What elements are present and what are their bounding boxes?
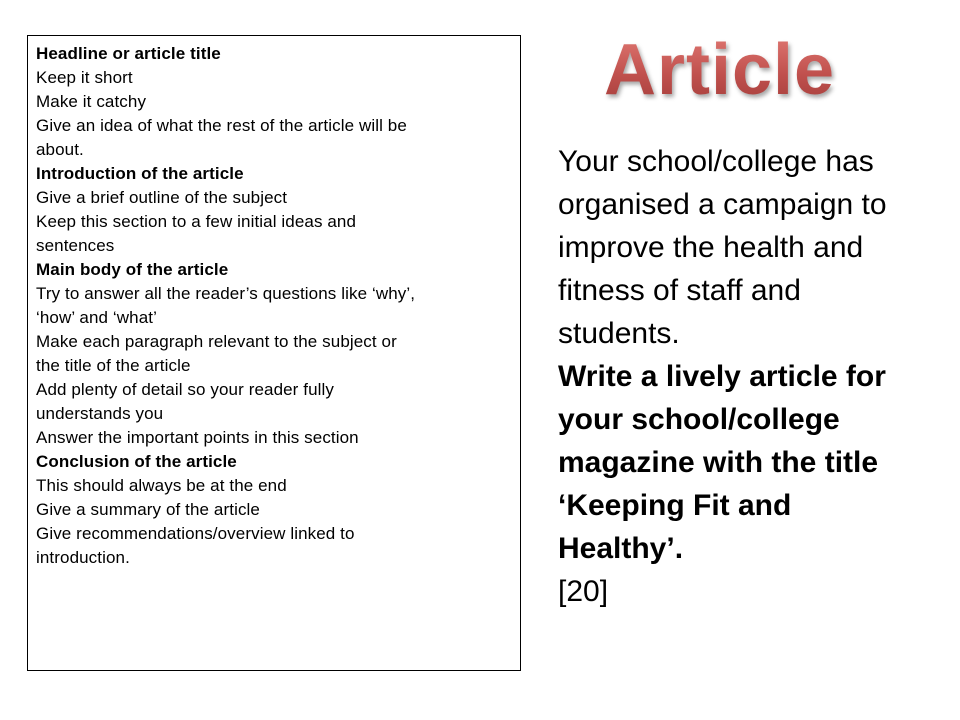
guide-point: This should always be at the end — [36, 476, 287, 495]
guide-point: Try to answer all the reader’s questions like ‘why’, — [36, 284, 416, 303]
prompt-instruction-line: Write a lively article for — [558, 360, 886, 393]
guide-heading-main-body: Main body of the article — [36, 260, 229, 279]
guide-heading-headline: Headline or article title — [36, 44, 221, 63]
guide-point: introduction. — [36, 548, 130, 567]
prompt-line: organised a campaign to — [558, 188, 887, 221]
prompt-line: Your school/college has — [558, 145, 874, 178]
guide-point: Answer the important points in this section — [36, 428, 359, 447]
prompt-line: fitness of staff and — [558, 274, 801, 307]
marks-label: [20] — [558, 575, 609, 608]
article-structure-guide — [27, 35, 521, 671]
guide-heading-conclusion: Conclusion of the article — [36, 452, 237, 471]
slide-title: Article — [604, 25, 834, 115]
prompt-instruction-line: Healthy’. — [558, 532, 684, 565]
guide-point: about. — [36, 140, 84, 159]
prompt-line: students. — [558, 317, 680, 350]
guide-point: sentences — [36, 236, 115, 255]
task-prompt — [558, 140, 948, 613]
guide-point: Give a summary of the article — [36, 500, 260, 519]
guide-heading-introduction: Introduction of the article — [36, 164, 244, 183]
guide-point: ‘how’ and ‘what’ — [36, 308, 157, 327]
guide-point: Make it catchy — [36, 92, 147, 111]
guide-point: Keep this section to a few initial ideas and — [36, 212, 357, 231]
guide-point: Give recommendations/overview linked to — [36, 524, 355, 543]
prompt-instruction-line: magazine with the title — [558, 446, 879, 479]
prompt-instruction-line: ‘Keeping Fit and — [558, 489, 792, 522]
guide-point: understands you — [36, 404, 164, 423]
guide-point: Give a brief outline of the subject — [36, 188, 288, 207]
guide-point: Give an idea of what the rest of the article will be — [36, 116, 407, 135]
prompt-line: improve the health and — [558, 231, 864, 264]
guide-point: Make each paragraph relevant to the subject or — [36, 332, 397, 351]
guide-point: Add plenty of detail so your reader fully — [36, 380, 334, 399]
prompt-instruction-line: your school/college — [558, 403, 840, 436]
guide-point: Keep it short — [36, 68, 133, 87]
guide-point: the title of the article — [36, 356, 191, 375]
